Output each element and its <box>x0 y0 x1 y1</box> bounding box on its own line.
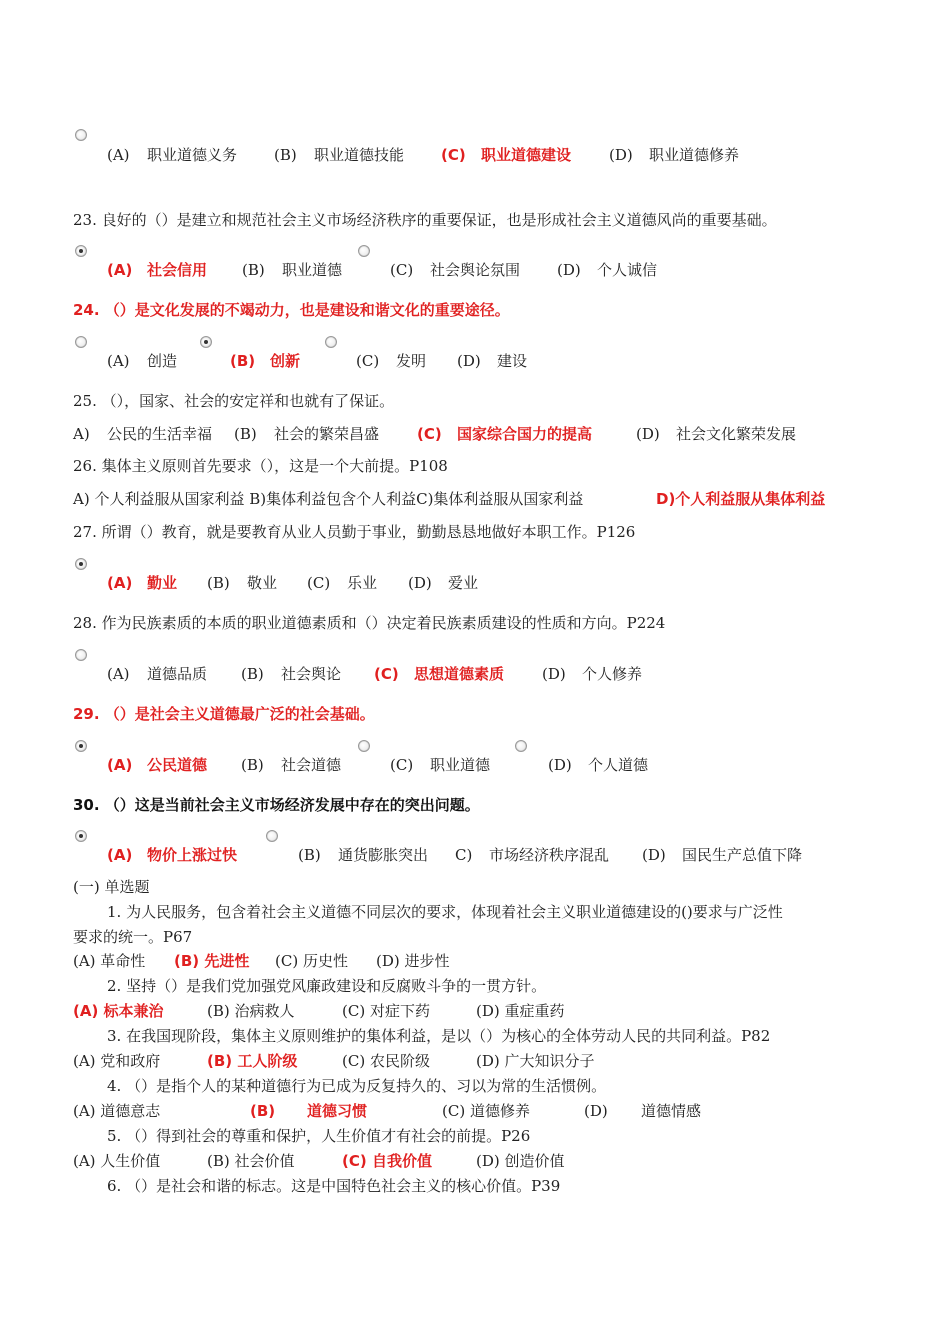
q25-opt-d: 社会文化繁荣发展 <box>676 425 797 443</box>
q27-opt-d-label: (D) <box>408 574 432 592</box>
q24-opt-b-answer: 创新 <box>270 352 301 370</box>
q28-radio-a[interactable] <box>75 649 87 661</box>
s2-question: 2. 坚持（）是我们党加强党风廉政建设和反腐败斗争的一贯方针。 <box>107 977 547 995</box>
q23-question: 23. 良好的（）是建立和规范社会主义市场经济秩序的重要保证，也是形成社会主义道德风尚的重要基础。 <box>73 211 777 229</box>
s4-opt-d-label: (D) <box>584 1102 608 1120</box>
s1-opt-b-answer: (B) 先进性 <box>174 952 250 970</box>
q28-opt-b-label: (B) <box>241 665 264 683</box>
q23-opt-b: 职业道德 <box>282 261 343 279</box>
q28-opt-a-label: (A) <box>107 665 130 683</box>
s2-opt-b: (B) 治病救人 <box>207 1002 295 1020</box>
section-title: (一) 单选题 <box>73 878 150 896</box>
q30-opt-d: 国民生产总值下降 <box>682 846 803 864</box>
s1-opt-d: (D) 进步性 <box>376 952 450 970</box>
q23-opt-c-label: (C) <box>390 261 414 279</box>
q27-opt-a-label: (A) <box>107 574 133 592</box>
q24-radio-a[interactable] <box>75 336 87 348</box>
q28-question: 28. 作为民族素质的本质的职业道德素质和（）决定着民族素质建设的性质和方向。P224 <box>73 614 666 632</box>
q27-opt-c: 乐业 <box>347 574 378 592</box>
q30-opt-a-answer: 物价上涨过快 <box>147 846 238 864</box>
s5-opt-a: (A) 人生价值 <box>73 1152 161 1170</box>
q29-opt-d: 个人道德 <box>588 756 649 774</box>
q27-radio-a[interactable] <box>75 558 87 570</box>
q28-opt-d: 个人修养 <box>582 665 643 683</box>
s1-opt-a: (A) 革命性 <box>73 952 146 970</box>
q22-opt-b: 职业道德技能 <box>314 146 405 164</box>
q30-opt-a-label: (A) <box>107 846 133 864</box>
s5-question: 5. （）得到社会的尊重和保护，人生价值才有社会的前提。P26 <box>107 1127 531 1145</box>
q22-opt-a: 职业道德义务 <box>147 146 238 164</box>
s1-question-line2: 要求的统一。P67 <box>73 928 193 946</box>
q22-opt-a-label: (A) <box>107 146 130 164</box>
q24-opt-c: 发明 <box>396 352 427 370</box>
s4-opt-b-label: (B) <box>250 1102 276 1120</box>
s4-opt-a: (A) 道德意志 <box>73 1102 161 1120</box>
q30-radio-b[interactable] <box>266 830 278 842</box>
q24-opt-d-label: (D) <box>457 352 481 370</box>
q29-opt-b-label: (B) <box>241 756 264 774</box>
q24-opt-a: 创造 <box>147 352 178 370</box>
s3-opt-a: (A) 党和政府 <box>73 1052 161 1070</box>
q23-opt-c: 社会舆论氛围 <box>430 261 521 279</box>
q27-opt-b: 敬业 <box>247 574 278 592</box>
q30-opt-c-label: C) <box>455 846 473 864</box>
q25-opt-a-label: A) <box>73 425 90 443</box>
s1-question-line1: 1. 为人民服务，包含着社会主义道德不同层次的要求，体现着社会主义职业道德建设的()要求与广泛性 <box>107 903 783 921</box>
q28-opt-b: 社会舆论 <box>281 665 342 683</box>
q23-opt-d-label: (D) <box>557 261 581 279</box>
q29-opt-a-answer: 公民道德 <box>147 756 208 774</box>
q25-opt-d-label: (D) <box>636 425 660 443</box>
q29-opt-c: 职业道德 <box>430 756 491 774</box>
s5-opt-d: (D) 创造价值 <box>476 1152 565 1170</box>
q29-question: 29. （）是社会主义道德最广泛的社会基础。 <box>73 705 375 723</box>
q29-opt-a-label: (A) <box>107 756 133 774</box>
q24-opt-a-label: (A) <box>107 352 130 370</box>
q23-opt-a-label: (A) <box>107 261 133 279</box>
s4-opt-b-answer: 道德习惯 <box>307 1102 368 1120</box>
q29-opt-c-label: (C) <box>390 756 414 774</box>
s3-opt-d: (D) 广大知识分子 <box>476 1052 595 1070</box>
s1-opt-c: (C) 历史性 <box>275 952 348 970</box>
q24-radio-b[interactable] <box>200 336 212 348</box>
q30-opt-d-label: (D) <box>642 846 666 864</box>
q28-opt-d-label: (D) <box>542 665 566 683</box>
q25-question: 25. （），国家、社会的安定祥和也就有了保证。 <box>73 392 395 410</box>
q30-opt-b: 通货膨胀突出 <box>338 846 429 864</box>
s3-opt-b-answer: (B) 工人阶级 <box>207 1052 298 1070</box>
q29-radio-d[interactable] <box>515 740 527 752</box>
s2-opt-a-answer: (A) 标本兼治 <box>73 1002 164 1020</box>
q25-opt-c-answer: 国家综合国力的提高 <box>457 425 593 443</box>
s3-opt-c: (C) 农民阶级 <box>342 1052 430 1070</box>
s5-opt-b: (B) 社会价值 <box>207 1152 295 1170</box>
q26-options: A) 个人利益服从国家利益 B)集体利益包含个人利益C)集体利益服从国家利益 <box>73 490 584 508</box>
q24-radio-c[interactable] <box>325 336 337 348</box>
q26-opt-d-answer: D)个人利益服从集体利益 <box>656 490 826 508</box>
q27-opt-a-answer: 勤业 <box>147 574 178 592</box>
q22-radio-a[interactable] <box>75 129 87 141</box>
q28-opt-a: 道德品质 <box>147 665 208 683</box>
q30-question: 30. （）这是当前社会主义市场经济发展中存在的突出问题。 <box>73 796 480 814</box>
s5-opt-c-answer: (C) 自我价值 <box>342 1152 432 1170</box>
q23-radio-c[interactable] <box>358 245 370 257</box>
s2-opt-c: (C) 对症下药 <box>342 1002 430 1020</box>
q24-question: 24. （）是文化发展的不竭动力，也是建设和谐文化的重要途径。 <box>73 301 510 319</box>
q25-opt-a: 公民的生活幸福 <box>107 425 213 443</box>
q23-opt-a-answer: 社会信用 <box>147 261 208 279</box>
q22-opt-d: 职业道德修养 <box>649 146 740 164</box>
s4-opt-c: (C) 道德修养 <box>442 1102 530 1120</box>
q27-opt-c-label: (C) <box>307 574 331 592</box>
q25-opt-c-label: (C) <box>417 425 442 443</box>
q29-opt-b: 社会道德 <box>281 756 342 774</box>
q29-opt-d-label: (D) <box>548 756 572 774</box>
q25-opt-b-label: (B) <box>234 425 257 443</box>
s3-question: 3. 在我国现阶段，集体主义原则维护的集体利益，是以（）为核心的全体劳动人民的共同利益。P82 <box>107 1027 771 1045</box>
q24-opt-c-label: (C) <box>356 352 380 370</box>
q27-opt-b-label: (B) <box>207 574 230 592</box>
q24-opt-b-label: (B) <box>230 352 256 370</box>
s6-question: 6. （）是社会和谐的标志。这是中国特色社会主义的核心价值。P39 <box>107 1177 561 1195</box>
q25-opt-b: 社会的繁荣昌盛 <box>274 425 380 443</box>
q22-opt-c-answer: 职业道德建设 <box>481 146 572 164</box>
q23-opt-d: 个人诚信 <box>597 261 658 279</box>
q30-opt-b-label: (B) <box>298 846 321 864</box>
q22-opt-c-label: (C) <box>441 146 466 164</box>
s4-opt-d: 道德情感 <box>641 1102 702 1120</box>
q22-opt-b-label: (B) <box>274 146 297 164</box>
s2-opt-d: (D) 重症重药 <box>476 1002 565 1020</box>
q28-opt-c-label: (C) <box>374 665 399 683</box>
q30-radio-a[interactable] <box>75 830 87 842</box>
q24-opt-d: 建设 <box>497 352 528 370</box>
q22-opt-d-label: (D) <box>609 146 633 164</box>
q28-opt-c-answer: 思想道德素质 <box>414 665 505 683</box>
q29-radio-c[interactable] <box>358 740 370 752</box>
q23-opt-b-label: (B) <box>242 261 265 279</box>
q29-radio-a[interactable] <box>75 740 87 752</box>
q30-opt-c: 市场经济秩序混乱 <box>489 846 610 864</box>
s4-question: 4. （）是指个人的某种道德行为已成为反复持久的、习以为常的生活惯例。 <box>107 1077 607 1095</box>
q27-question: 27. 所谓（）教育，就是要教育从业人员勤于事业，勤勤恳恳地做好本职工作。P126 <box>73 523 636 541</box>
q26-question: 26. 集体主义原则首先要求（），这是一个大前提。P108 <box>73 457 448 475</box>
q23-radio-a[interactable] <box>75 245 87 257</box>
q27-opt-d: 爱业 <box>448 574 479 592</box>
